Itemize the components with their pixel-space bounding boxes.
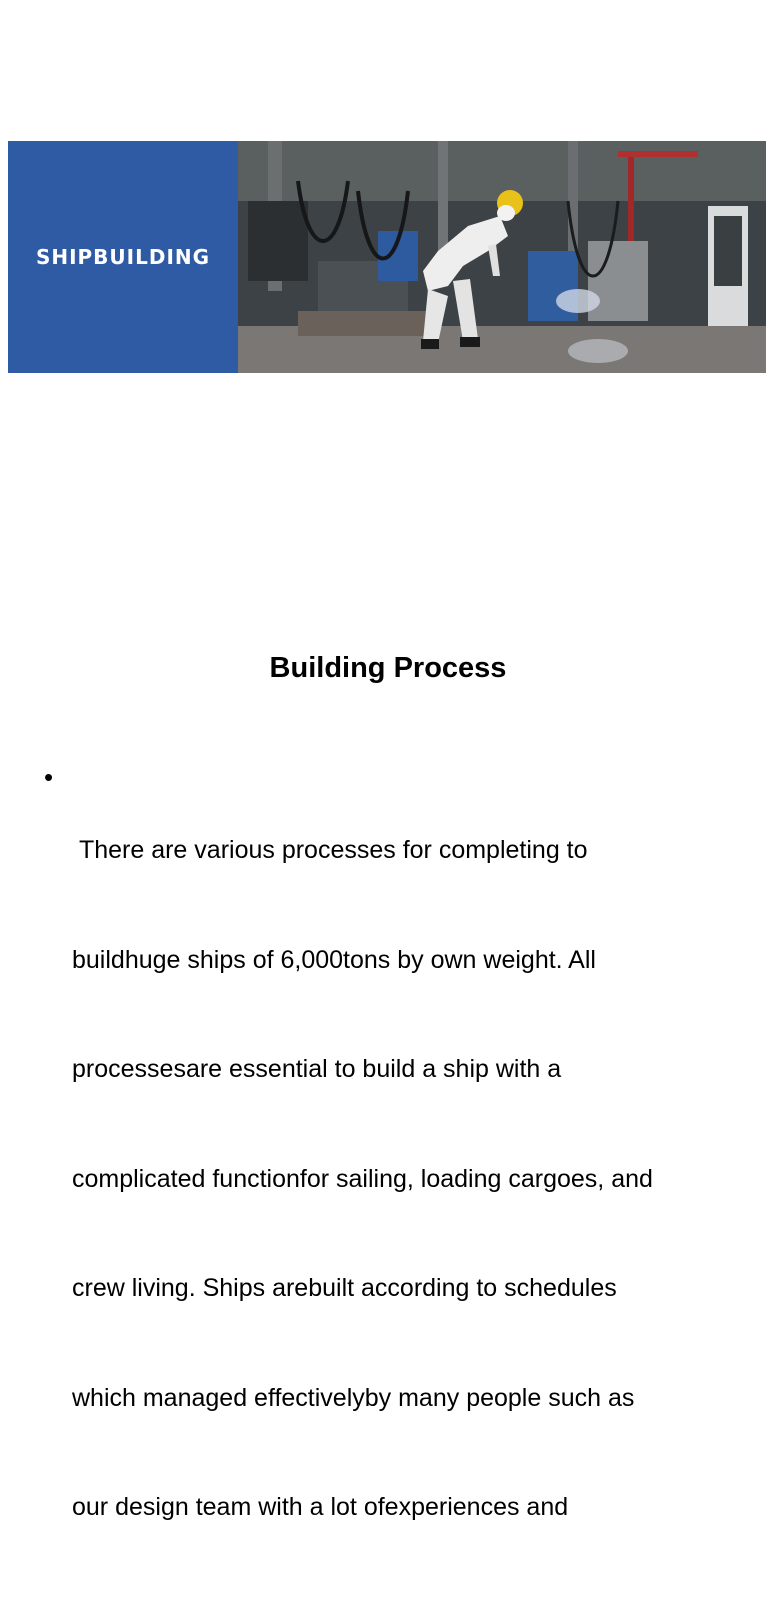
paragraph-line: There are various processes for completing to: [72, 836, 588, 864]
paragraph-line: complicated functionfor sailing, loading cargoes, and: [72, 1164, 653, 1193]
paragraph-line: crew living. Ships arebuilt according to schedules: [72, 1274, 617, 1302]
paragraph-line: buildhuge ships of 6,000tons by own weight. All: [72, 945, 596, 974]
paragraph-line: our design team with a lot ofexperiences and: [72, 1493, 569, 1521]
list-item: [44, 759, 744, 1599]
banner-label: SHIPBUILDING: [8, 141, 238, 373]
shipbuilding-banner: [8, 141, 766, 373]
bullet-list: [44, 759, 744, 1599]
workshop-illustration: [238, 141, 766, 373]
bullet-icon: •: [44, 762, 54, 792]
page-title: Building Process: [269, 652, 507, 684]
paragraph-line: processesare essential to build a ship with a: [72, 1055, 562, 1083]
paragraph-line: which managed effectivelyby many people such as: [72, 1383, 635, 1412]
welder-photo: [238, 141, 766, 373]
bullet-paragraph: [72, 759, 653, 1599]
